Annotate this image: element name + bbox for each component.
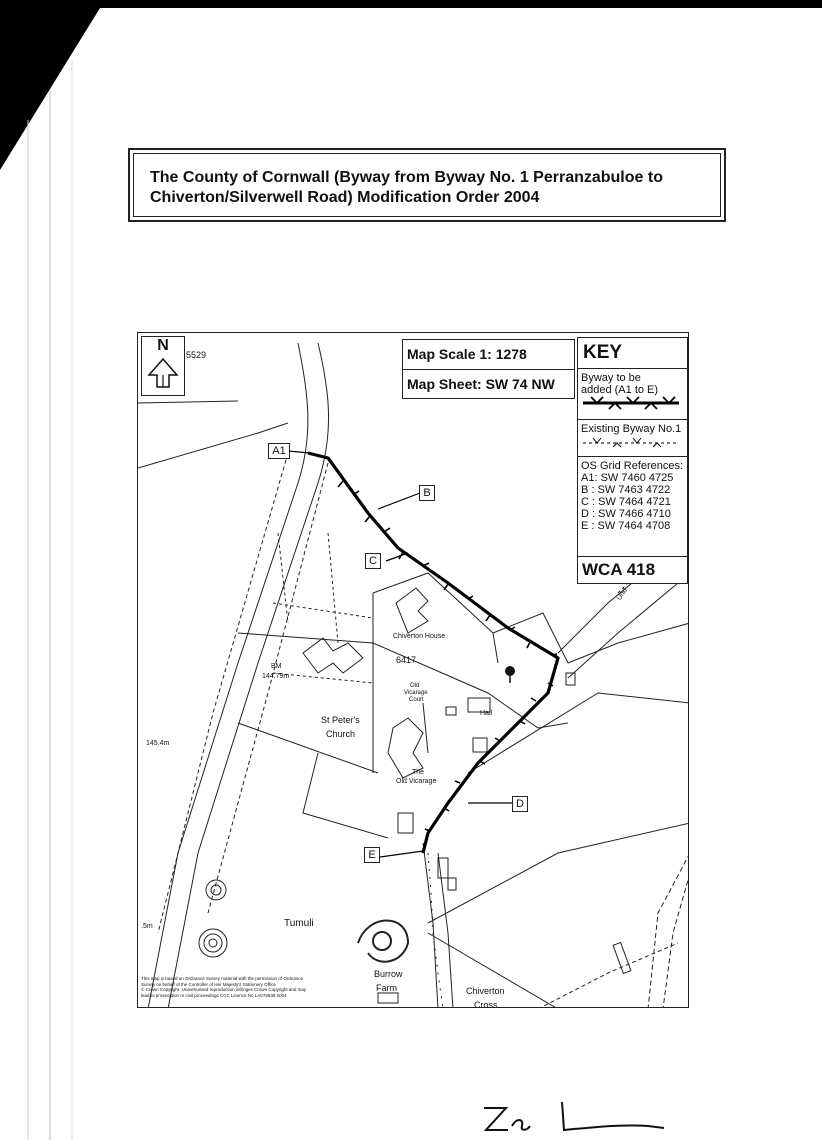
label-road: Und [615, 587, 629, 602]
copyright-line: This map is based on Ordnance Survey material with the permission of Ordnance [141, 976, 304, 981]
tree-symbol [505, 666, 515, 683]
label-burrow-1: Burrow [374, 969, 403, 979]
key-grid-references [578, 457, 687, 532]
point-label-d: D [512, 796, 528, 812]
north-arrow [141, 336, 185, 396]
map-key [577, 337, 688, 584]
byway-route-ticks [338, 481, 557, 831]
label-church-1: St Peter's [321, 715, 360, 725]
label-burrow-2: Farm [376, 983, 397, 993]
label-old-vicarage-court-2: Vicarage [404, 690, 428, 696]
label-chiverton-1: Chiverton [466, 986, 505, 996]
signature [478, 1098, 668, 1138]
map-scale: Map Scale 1: 1278 [407, 346, 527, 362]
title-box [128, 148, 726, 222]
grid-refs-title: OS Grid References: [581, 460, 684, 472]
copyright-line: Survey on behalf of the Controller of Her Majesty's Stationery Office [141, 981, 276, 987]
byway-added-symbol [581, 396, 681, 412]
label-edge-height: .5m [141, 923, 153, 930]
label-parcel-6417: 6417 [396, 655, 417, 665]
key-byway-added-line2: added (A1 to E) [581, 384, 659, 396]
existing-byway-symbol [581, 435, 681, 449]
grid-label: 5529 [186, 350, 207, 360]
north-label: N [157, 337, 169, 354]
point-label-e: E [364, 847, 380, 863]
key-existing-label: Existing Byway No.1 [581, 423, 682, 435]
copyright-line: © Crown Copyright. Unauthorised reproduction infringes Crown Copyright and may [141, 987, 307, 992]
grid-ref-c: C : SW 7464 4721 [581, 496, 671, 508]
label-chiverton-2: Cross [474, 1000, 498, 1008]
title-line-1: The County of Cornwall (Byway from Byway No. 1 Perranzabuloe to [150, 169, 663, 186]
main-road-east-edge [168, 343, 329, 1008]
label-bm: BM [271, 663, 282, 670]
grid-ref-d: D : SW 7466 4710 [581, 508, 671, 520]
label-old-vicarage-2: Old Vicarage [396, 778, 437, 785]
label-old-vicarage-1: The [412, 769, 425, 776]
point-label-b: B [419, 485, 435, 501]
north-arrow-icon [145, 355, 181, 391]
point-label-c: C [365, 553, 381, 569]
key-byway-added-line1: Byway to be [581, 372, 641, 384]
label-spot-height: 145.4m [146, 740, 170, 747]
copyright-line: lead to prosecution or civil proceedings CCC Licence No LA076538 2004 [141, 992, 287, 998]
key-title: KEY [578, 338, 687, 369]
order-title [133, 153, 721, 217]
label-tumuli: Tumuli [284, 918, 314, 929]
point-label-a1: A1 [268, 443, 290, 459]
map-sheet: Map Sheet: SW 74 NW [403, 369, 574, 399]
copyright-notice [141, 976, 306, 998]
grid-ref-a1: A1: SW 7460 4725 [581, 472, 674, 484]
byway-route [308, 453, 558, 853]
grid-ref-e: E : SW 7464 4708 [581, 520, 671, 532]
scale-box [402, 339, 575, 399]
label-old-vicarage-court-1: Old [410, 683, 420, 689]
label-hall: Hall [480, 710, 493, 717]
grid-ref-b: B : SW 7463 4722 [581, 484, 671, 496]
title-line-2: Chiverton/Silverwell Road) Modification Order 2004 [150, 189, 540, 206]
label-old-vicarage-court-3: Court [409, 697, 424, 703]
key-byway-added [578, 369, 687, 415]
label-bm-height: 144.79m [262, 673, 290, 680]
key-existing-byway [578, 420, 687, 452]
order-reference: WCA 418 [578, 556, 687, 583]
label-church-2: Church [326, 729, 356, 739]
label-chiverton-house: Chiverton House [393, 633, 446, 640]
